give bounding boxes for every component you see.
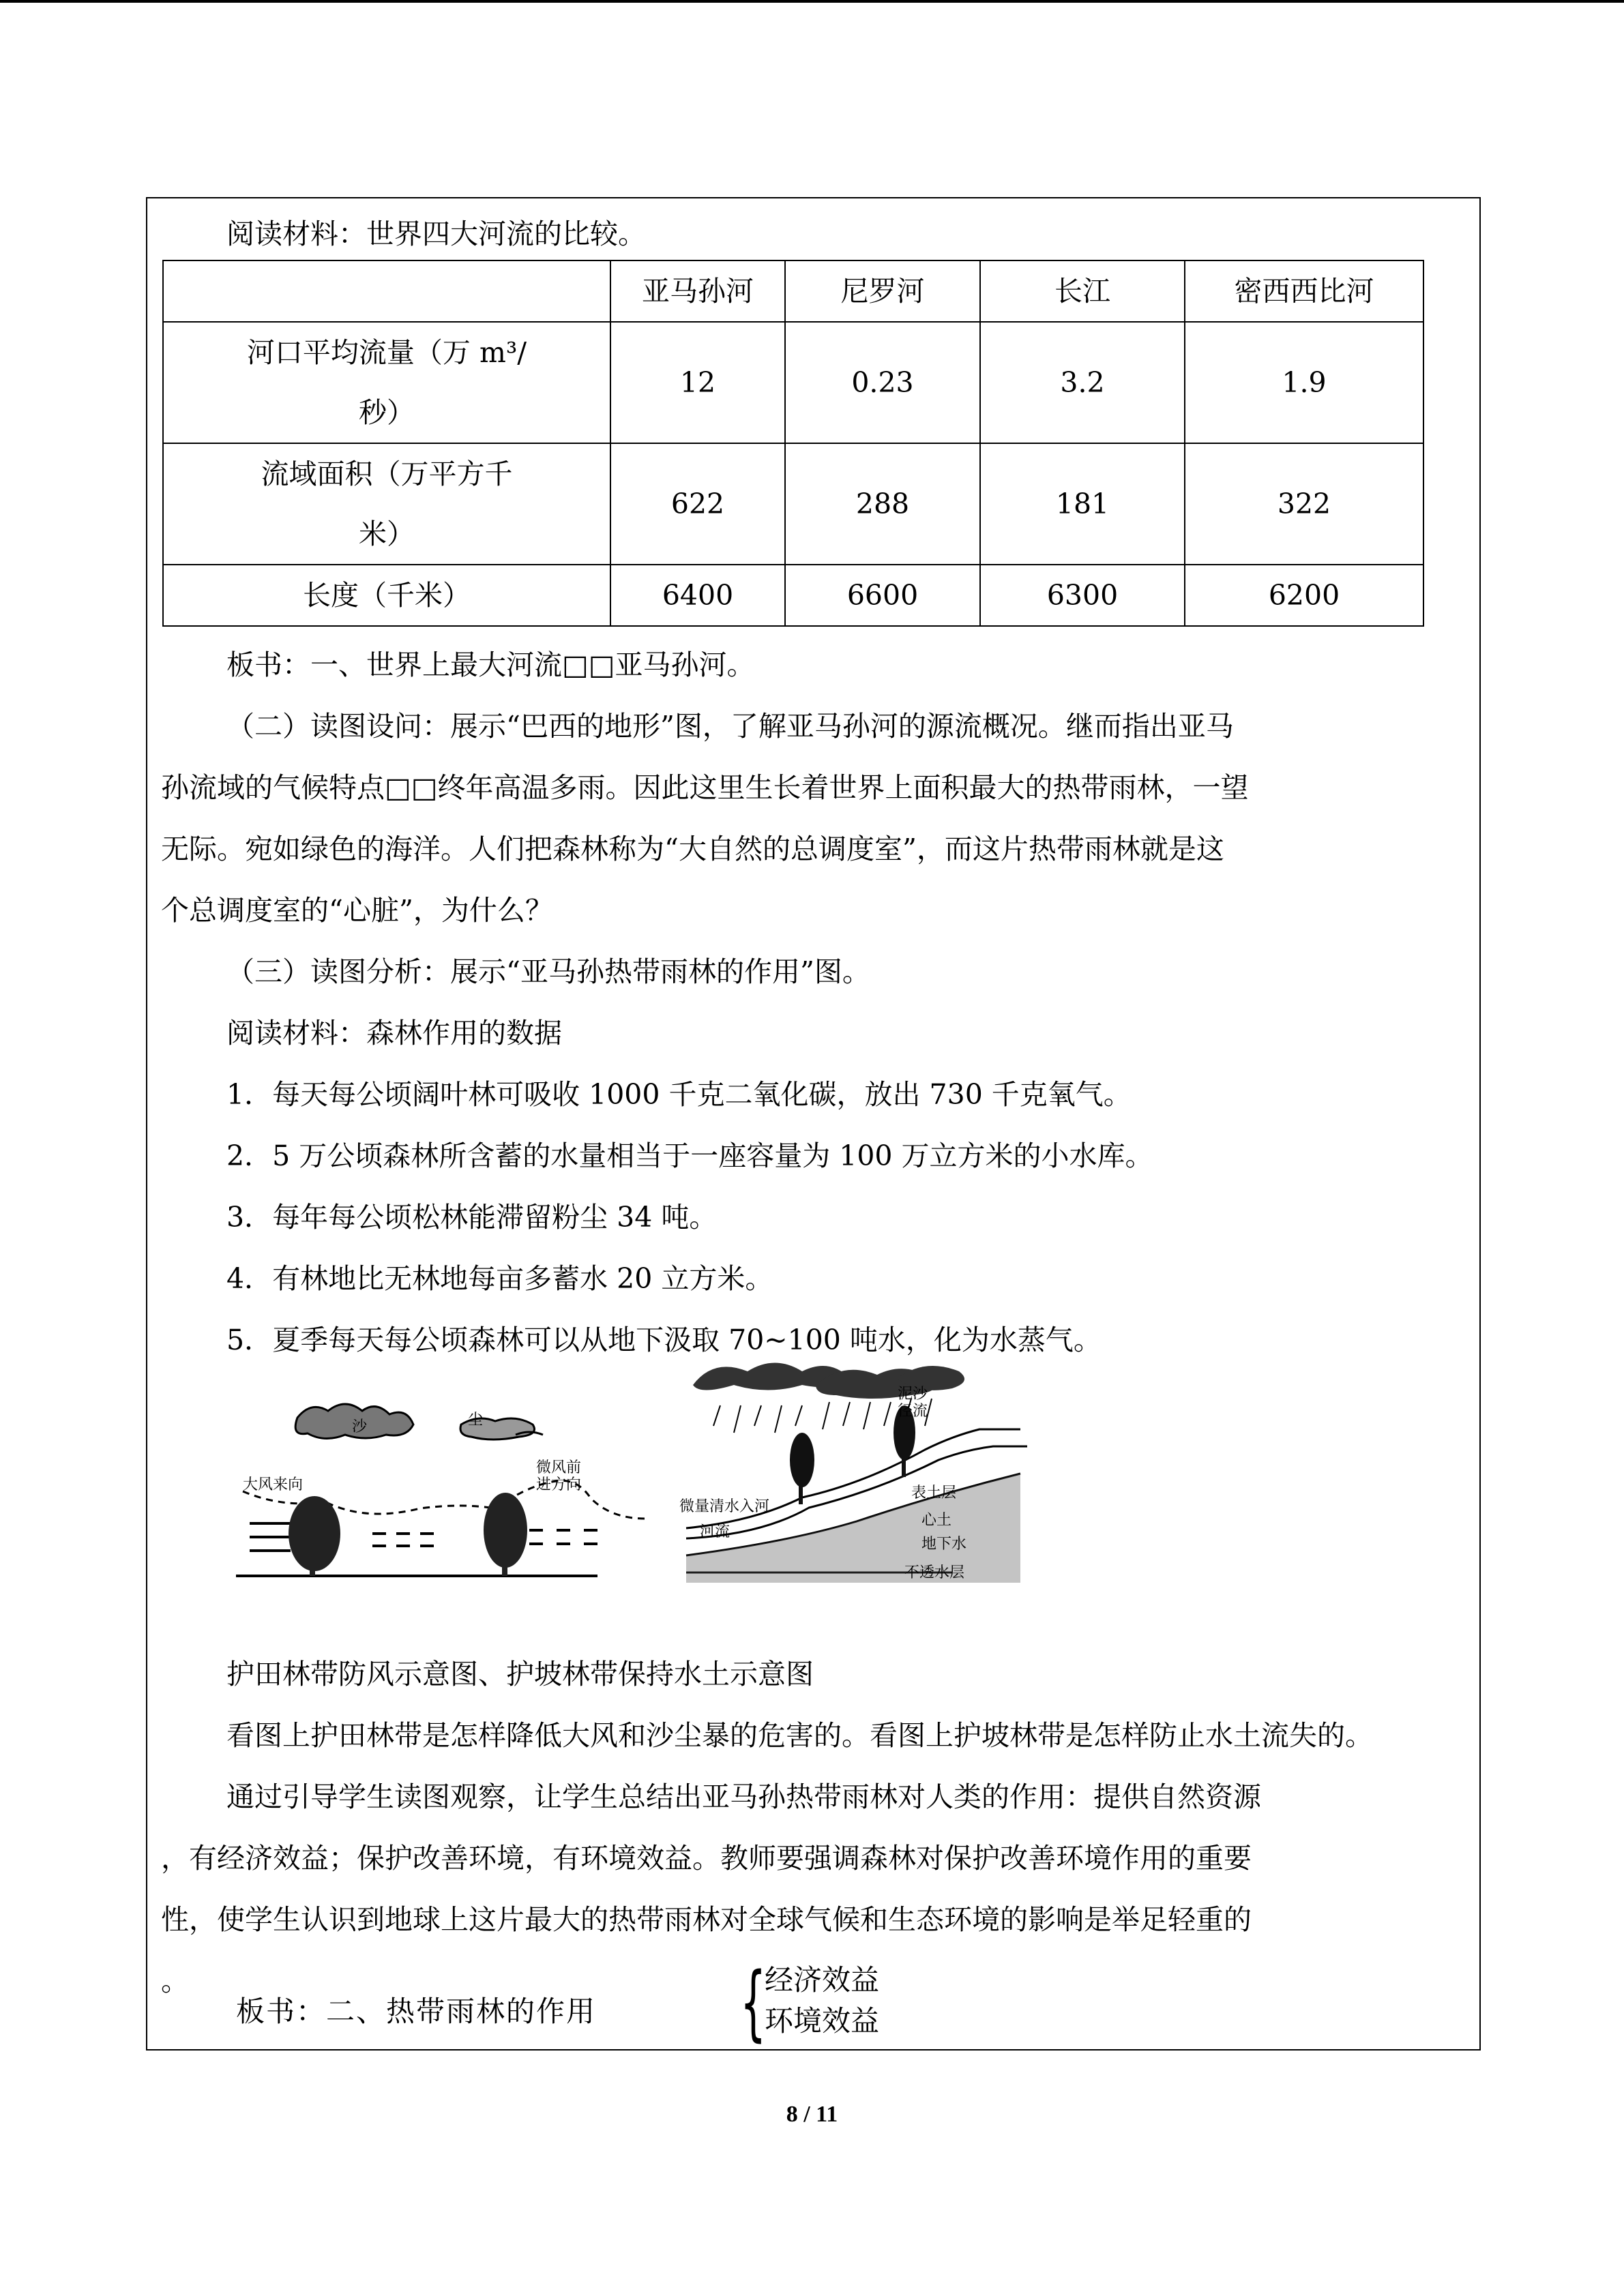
row-label-line: 长度（千米） <box>303 579 471 612</box>
label-sand: 沙 <box>352 1418 368 1435</box>
table-cell: 181 <box>980 443 1185 565</box>
windbreak-diagram <box>229 1377 748 1581</box>
summary-line: 通过引导学生读图观察，让学生总结出亚马孙热带雨林对人类的作用：提供自然资源 <box>226 1780 1261 1813</box>
summary-line: 。 <box>161 1965 189 1997</box>
label-groundwater: 地下水 <box>921 1536 967 1553</box>
table-cell: 6300 <box>980 565 1185 626</box>
table-header-cell: 长江 <box>980 260 1185 322</box>
table-header-cell: 尼罗河 <box>785 260 980 322</box>
label-clear-water: 微量清水入河 <box>679 1498 770 1515</box>
label-wind-forward-2: 进方向 <box>536 1476 582 1493</box>
fact-item: 1．每天每公顷阔叶林可吸收 1000 千克二氧化碳，放出 730 千克氧气。 <box>226 1078 1132 1111</box>
row-label <box>163 443 610 565</box>
table-cell: 288 <box>785 443 980 565</box>
label-wind-from: 大风来向 <box>243 1476 304 1493</box>
top-border <box>0 0 1624 3</box>
table-cell: 6200 <box>1185 565 1423 626</box>
table-cell: 0.23 <box>785 322 980 443</box>
board-note-1: 板书：一、世界上最大河流□□亚马孙河。 <box>226 648 755 681</box>
figure-caption: 护田林带防风示意图、护坡林带保持水土示意图 <box>226 1658 814 1690</box>
board-item: 经济效益 <box>765 1963 880 1997</box>
label-impermeable: 不透水层 <box>904 1564 965 1581</box>
slope-protection-diagram <box>679 1358 1157 1583</box>
fact-item: 5．夏季每天每公顷森林可以从地下汲取 70~100 吨水，化为水蒸气。 <box>226 1324 1102 1356</box>
intro-text: 阅读材料：世界四大河流的比较。 <box>226 218 646 250</box>
fact-item: 2．5 万公顷森林所含蓄的水量相当于一座容量为 100 万立方米的小水库。 <box>226 1139 1153 1172</box>
label-dust: 尘 <box>468 1412 484 1429</box>
reading-title-2: 阅读材料：森林作用的数据 <box>226 1017 562 1049</box>
summary-line: ，有经济效益；保护改善环境，有环境效益。教师要强调森林对保护改善环境作用的重要 <box>161 1842 1252 1875</box>
table-cell: 3.2 <box>980 322 1185 443</box>
table-cell: 12 <box>610 322 785 443</box>
label-runoff-2: 径流 <box>898 1403 928 1420</box>
para2-line: 无际。宛如绿色的海洋。人们把森林称为“大自然的总调度室”，而这片热带雨林就是这 <box>161 833 1224 865</box>
row-label-line: 流域面积（万平方千 <box>261 458 513 490</box>
board-note-2-label: 板书：二、热带雨林的作用 <box>236 1995 597 2028</box>
row-label-line: 河口平均流量（万 m³/ <box>246 336 527 369</box>
table-header-cell: 密西西比河 <box>1185 260 1423 322</box>
row-label <box>163 565 610 626</box>
table-header-row <box>163 260 1423 322</box>
label-topsoil: 表土层 <box>911 1485 957 1502</box>
table-row <box>163 443 1423 565</box>
fact-item: 4．有林地比无林地每亩多蓄水 20 立方米。 <box>226 1262 773 1295</box>
table-cell: 6400 <box>610 565 785 626</box>
label-runoff-1: 泥沙 <box>898 1386 928 1403</box>
river-comparison-table <box>162 260 1424 627</box>
para2-line: （二）读图设问：展示“巴西的地形”图，了解亚马孙河的源流概况。继而指出亚马 <box>226 710 1234 743</box>
page-number: 8 / 11 <box>786 2102 838 2127</box>
label-river: 河流 <box>700 1523 730 1540</box>
label-wind-forward: 微风前 <box>536 1459 582 1476</box>
table-row <box>163 565 1423 626</box>
board-note-2 <box>236 1956 918 2051</box>
table-header-cell <box>163 260 610 322</box>
label-subsoil: 心土 <box>921 1512 952 1529</box>
board-item: 环境效益 <box>765 2004 880 2038</box>
table-cell: 6600 <box>785 565 980 626</box>
row-label-line: 秒） <box>359 396 415 429</box>
table-cell: 622 <box>610 443 785 565</box>
table-cell: 1.9 <box>1185 322 1423 443</box>
para2-line: 孙流域的气候特点□□终年高温多雨。因此这里生长着世界上面积最大的热带雨林，一望 <box>161 771 1249 804</box>
brace-icon: { <box>740 1956 767 2051</box>
fact-item: 3．每年每公顷松林能滞留粉尘 34 吨。 <box>226 1201 718 1234</box>
para3: （三）读图分析：展示“亚马孙热带雨林的作用”图。 <box>226 955 870 988</box>
table-cell: 322 <box>1185 443 1423 565</box>
summary-line: 性，使学生认识到地球上这片最大的热带雨林对全球气候和生态环境的影响是举足轻重的 <box>161 1903 1252 1936</box>
row-label-line: 米） <box>359 518 415 550</box>
para-look: 看图上护田林带是怎样降低大风和沙尘暴的危害的。看图上护坡林带是怎样防止水土流失的。 <box>226 1719 1373 1752</box>
para2-line: 个总调度室的“心脏”，为什么？ <box>161 894 553 927</box>
row-label <box>163 322 610 443</box>
table-row <box>163 322 1423 443</box>
lesson-frame <box>146 197 1481 2051</box>
table-header-cell: 亚马孙河 <box>610 260 785 322</box>
